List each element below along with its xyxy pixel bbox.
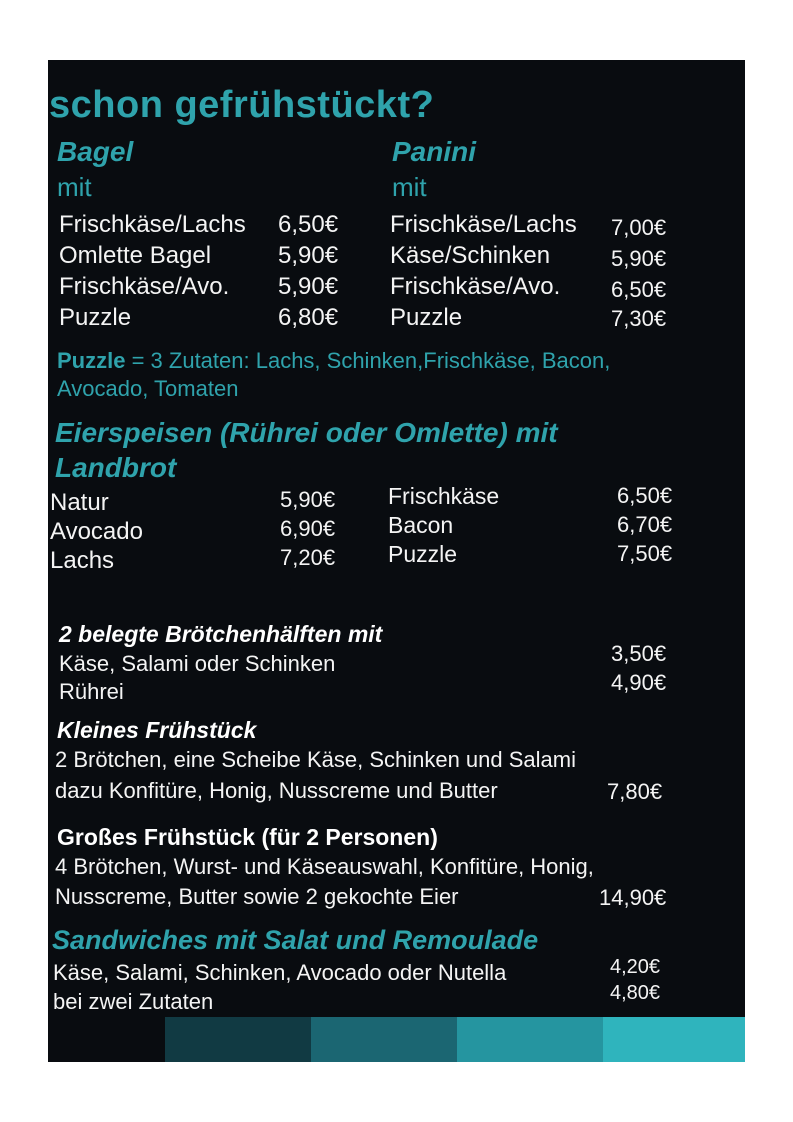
egg-item-price: 7,50€: [617, 541, 673, 566]
panini-item-price: 5,90€: [611, 246, 667, 271]
roll-halves-line2: Rührei: [59, 679, 124, 704]
panini-item-price: 7,00€: [611, 215, 667, 240]
egg-item-name: Lachs: [50, 547, 115, 574]
panini-item-name: Käse/Schinken: [390, 242, 551, 269]
egg-item-price: 6,50€: [617, 483, 673, 508]
egg-item-price: 7,20€: [280, 545, 336, 570]
egg-item-name: Puzzle: [388, 541, 458, 567]
roll-halves-heading: 2 belegte Brötchenhälften mit: [59, 621, 383, 647]
panini-subheading: mit: [392, 172, 427, 202]
puzzle-note-label: Puzzle: [57, 348, 126, 373]
stripe: [165, 1017, 311, 1062]
panini-item-price: 6,50€: [611, 277, 667, 302]
eggs-heading: Eierspeisen (Rührei oder Omlette) mit: [55, 417, 558, 448]
roll-halves-price2: 4,90€: [611, 670, 667, 695]
stripe: [457, 1017, 603, 1062]
roll-halves-line1: Käse, Salami oder Schinken: [59, 651, 336, 676]
stripe: [603, 1017, 745, 1062]
big-breakfast-line2: Nusscreme, Butter sowie 2 gekochte Eier: [55, 884, 459, 909]
menu-card: [48, 60, 745, 1062]
panini-item-price: 7,30€: [611, 306, 667, 331]
bagel-item-name: Omlette Bagel: [59, 242, 212, 269]
bagel-item-price: 6,50€: [278, 211, 339, 238]
egg-item-name: Avocado: [50, 518, 143, 545]
small-breakfast-line1: 2 Brötchen, eine Scheibe Käse, Schinken und Salami: [55, 747, 576, 772]
bagel-item-name: Puzzle: [59, 304, 132, 331]
big-breakfast-heading: Großes Frühstück (für 2 Personen): [57, 824, 438, 850]
small-breakfast-price: 7,80€: [607, 779, 663, 804]
stripe: [48, 1017, 165, 1062]
roll-halves-price1: 3,50€: [611, 641, 667, 666]
panini-item-name: Frischkäse/Lachs: [390, 211, 577, 238]
sandwiches-line1: Käse, Salami, Schinken, Avocado oder Nutella: [53, 960, 507, 985]
panini-heading: Panini: [392, 136, 477, 167]
big-breakfast-line1: 4 Brötchen, Wurst- und Käseauswahl, Konfitüre, Honig,: [55, 854, 594, 879]
sandwiches-price2: 4,80€: [610, 982, 661, 1004]
bagel-item-price: 6,80€: [278, 304, 339, 331]
panini-item-name: Puzzle: [390, 304, 463, 331]
egg-item-name: Bacon: [388, 512, 454, 538]
egg-item-name: Frischkäse: [388, 483, 500, 509]
egg-item-price: 6,70€: [617, 512, 673, 537]
page-title: schon gefrühstückt?: [49, 84, 435, 126]
panini-item-name: Frischkäse/Avo.: [390, 273, 561, 300]
egg-item-name: Natur: [50, 489, 109, 516]
eggs-heading-line2: Landbrot: [55, 452, 177, 483]
stripe: [311, 1017, 457, 1062]
bagel-item-price: 5,90€: [278, 273, 339, 300]
puzzle-note-text: = 3 Zutaten: Lachs, Schinken,Frischkäse, Bacon,: [125, 348, 611, 373]
egg-item-price: 5,90€: [280, 487, 336, 512]
bagel-item-name: Frischkäse/Lachs: [59, 211, 246, 238]
small-breakfast-line2: dazu Konfitüre, Honig, Nusscreme und Butter: [55, 778, 498, 803]
bagel-item-price: 5,90€: [278, 242, 339, 269]
sandwiches-line2: bei zwei Zutaten: [53, 989, 214, 1014]
sandwiches-heading: Sandwiches mit Salat und Remoulade: [52, 925, 539, 955]
bagel-heading: Bagel: [57, 136, 134, 167]
sandwiches-price1: 4,20€: [610, 956, 661, 978]
big-breakfast-price: 14,90€: [599, 885, 667, 910]
egg-item-price: 6,90€: [280, 516, 336, 541]
puzzle-note: [57, 348, 610, 374]
small-breakfast-heading: Kleines Frühstück: [57, 717, 257, 743]
puzzle-note-line2: Avocado, Tomaten: [57, 376, 239, 401]
bagel-subheading: mit: [57, 172, 92, 202]
bagel-item-name: Frischkäse/Avo.: [59, 273, 230, 300]
